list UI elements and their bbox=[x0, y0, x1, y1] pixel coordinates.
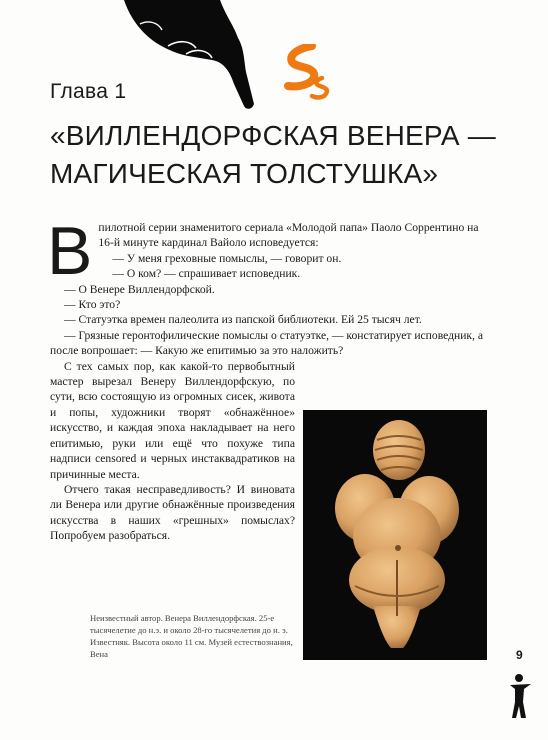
dialog-line: — О ком? — спрашивает исповедник. bbox=[112, 267, 301, 281]
page-number: 9 bbox=[516, 648, 523, 662]
chapter-title-line-1: «ВИЛЛЕНДОРФСКАЯ ВЕНЕРА — bbox=[50, 120, 496, 151]
chapter-title-line-2: МАГИЧЕСКАЯ ТОЛСТУШКА» bbox=[50, 158, 439, 189]
dialog-line: — Грязные геронтофилические помыслы о статуэтке, — констатирует исповедник, а после вопрошает: — Какую же епитимью за это наложить? bbox=[50, 328, 483, 358]
dialog-line: — Статуэтка времен палеолита из папской библиотеки. Ей 25 тысяч лет. bbox=[64, 313, 422, 327]
dialog-line: — Кто это? bbox=[64, 298, 121, 312]
chapter-title bbox=[50, 117, 520, 193]
orange-swirl-icon bbox=[282, 44, 342, 100]
pointing-hand-icon bbox=[116, 0, 266, 110]
intro-paragraph: пилотной серии знаменитого сериала «Молодой папа» Паоло Соррентино на 16-й минуте кардинал Вайоло исповедуется: bbox=[98, 221, 479, 250]
figure-silhouette-icon bbox=[504, 672, 538, 720]
drop-cap: В bbox=[47, 213, 93, 289]
venus-figure-image bbox=[303, 410, 487, 660]
dialog-line: — У меня греховные помыслы, — говорит он. bbox=[112, 251, 342, 265]
paragraph-2: С тех самых пор, как какой-то первобытный мастер вырезал Венеру Виллендорфскую, по сути, всю состоящую из огромных сисек, живота и попы, художники творят «обнажённое» искусство, и каждая эпоха накладывает на него епитимью, руки или ещё что похуже типа надписи censored и черных инстаквадратиков на причинные места. bbox=[50, 359, 295, 481]
chapter-label: Глава 1 bbox=[50, 80, 127, 103]
venus-statue-illustration bbox=[303, 410, 487, 660]
dialog-line: — О Венере Виллендорфской. bbox=[64, 282, 215, 296]
figure-caption: Неизвестный автор. Венера Виллендорфская. 25-е тысячелетие до н.э. и около 28-го тысячелетия до н. э. Известняк. Высота около 11 см. Музей естествознания, Вена bbox=[90, 613, 293, 659]
paragraph-3: Отчего такая несправедливость? И виновата ли Венера или другие обнажённые произведения искусства в наших «грешных» помыслах? Попробуем разобраться. bbox=[50, 482, 295, 543]
